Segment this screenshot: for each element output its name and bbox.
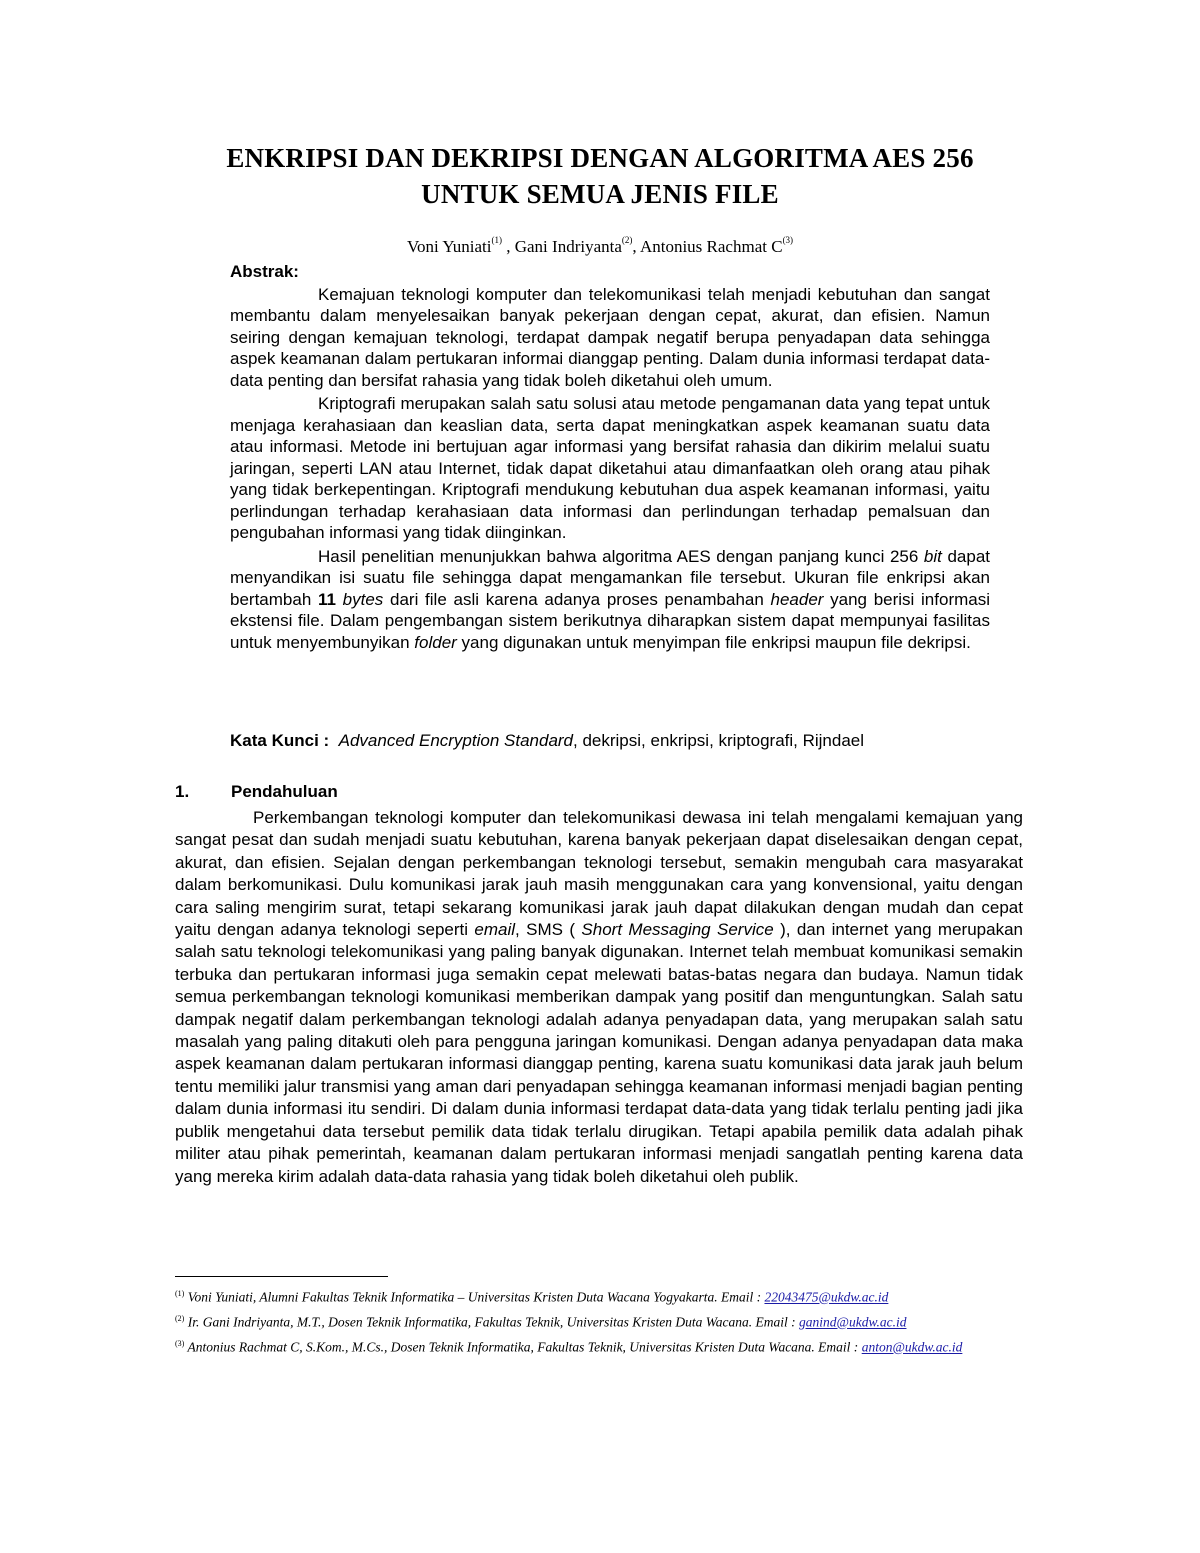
author-3-mark: (3) — [782, 235, 794, 246]
abstract-paragraph-1: Kemajuan teknologi komputer dan telekomunikasi telah menjadi kebutuhan dan sangat membantu dalam menyelesaikan banyak pekerjaan dengan cepat, akurat, dan efisien. Namun seiring dengan kemajuan teknologi, terdapat dampak negatif berupa penyadapan data sehingga aspek keamanan dalam pertukaran informai dianggap penting. Dalam dunia informasi terdapat data-data penting dan bersifat rahasia yang tidak boleh diketahui oleh umum. — [230, 284, 990, 390]
footnotes — [175, 1284, 1025, 1359]
abstract-italic-term: header — [770, 589, 824, 609]
footnote-text: Ir. Gani Indriyanta, M.T., Dosen Teknik Informatika, Fakultas Teknik, Universitas Kristen Duta Wacana. Email : — [184, 1314, 800, 1330]
footnote-text: Voni Yuniati, Alumni Fakultas Teknik Informatika – Universitas Kristen Duta Wacana Yogyakarta. Email : — [184, 1289, 765, 1305]
keywords-italic: Advanced Encryption Standard — [338, 731, 574, 750]
abstract-text: Hasil penelitian menunjukkan bahwa algoritma AES dengan panjang kunci 256 — [318, 546, 924, 566]
body-italic-term: Short Messaging Service — [581, 920, 774, 940]
body-paragraph — [175, 807, 1023, 1188]
abstract-text: dari file asli karena adanya proses penambahan — [383, 589, 771, 609]
author-2-mark: (2) — [621, 235, 633, 246]
section-body — [175, 807, 1023, 1188]
footnote-1 — [175, 1284, 1025, 1308]
abstract-text: dapat menyandikan isi suatu file sehingga dapat mengamankan file tersebut. Ukuran file enkripsi akan bertambah — [230, 546, 991, 609]
section-number: 1. — [175, 782, 190, 801]
abstract-paragraph-3 — [230, 546, 990, 654]
author-separator: , — [632, 237, 640, 256]
keywords-label: Kata Kunci : — [230, 731, 330, 750]
abstract-text — [336, 590, 343, 609]
abstract — [230, 261, 990, 655]
email-link[interactable]: anton@ukdw.ac.id — [861, 1339, 963, 1355]
body-text: , SMS ( — [515, 920, 582, 940]
body-text: Perkembangan teknologi komputer dan telekomunikasi dewasa ini telah mengalami kemajuan yang sangat pesat dan sudah menjadi suatu kebutuhan, karena banyak pekerjaan dapat diselesaikan dengan cepat, akurat, dan efisien. Sejalan dengan perkembangan teknologi tersebut, semakin mengubah cara masyarakat dalam berkomunikasi. Dulu komunikasi jarak jauh masih menggunakan cara yang konvensional, yaitu dengan cara saling mengirim surat, tetapi sekarang komunikasi jarak jauh dapat dilakukan dengan mudah dan cepat yaitu dengan adanya teknologi seperti — [175, 808, 1023, 940]
author-list — [150, 237, 1050, 257]
abstract-paragraph-2: Kriptografi merupakan salah satu solusi atau metode pengamanan data yang tepat untuk menjaga kerahasiaan dan keaslian data, serta dapat meningkatkan aspek keamanan suatu data atau informasi. Metode ini bertujuan agar informasi yang bersifat rahasia dan dikirim melalui suatu jaringan, seperti LAN atau Internet, tidak dapat diketahui atau dimanfaatkan oleh orang atau pihak yang tidak berkepentingan. Kriptografi mendukung kebutuhan dua aspek keamanan informasi, yaitu perlindungan terhadap kerahasiaan data informasi dan perlindungan terhadap pemalsuan dan pengubahan informasi yang tidak diinginkan. — [230, 394, 990, 542]
footnote-2 — [175, 1309, 1025, 1333]
keywords — [230, 730, 1010, 752]
section-heading — [175, 782, 775, 802]
footnote-text: Antonius Rachmat C, S.Kom., M.Cs., Dosen Teknik Informatika, Fakultas Teknik, Universitas Kristen Duta Wacana. Email : — [184, 1339, 862, 1355]
footnote-mark: (3) — [175, 1339, 185, 1348]
abstract-italic-term: bit — [923, 546, 942, 566]
author-2: Gani Indriyanta — [514, 237, 622, 256]
email-link[interactable]: 22043475@ukdw.ac.id — [764, 1289, 889, 1305]
paper-title — [150, 140, 1050, 212]
email-link[interactable]: ganind@ukdw.ac.id — [799, 1314, 907, 1330]
title-line-1: ENKRIPSI DAN DEKRIPSI DENGAN ALGORITMA AES 256 — [226, 143, 974, 173]
footnote-mark: (1) — [175, 1289, 185, 1298]
author-3: Antonius Rachmat C — [639, 237, 783, 256]
title-line-2: UNTUK SEMUA JENIS FILE — [421, 179, 779, 209]
footnote-3 — [175, 1334, 1025, 1358]
body-text: ), dan internet yang merupakan salah satu teknologi telekomunikasi yang paling banyak digunakan. Internet telah membuat komunikasi semakin terbuka dan pertukaran informasi juga semakin cepat melewati batas-batas negara dan budaya. Namun tidak semua perkembangan teknologi komunikasi memberikan dampak yang positif dan menguntungkan. Salah satu dampak negatif dalam perkembangan teknologi adalah adanya penyadapan data, yang merupakan salah satu masalah yang paling ditakuti oleh para pengguna jaringan komunikasi. Dengan adanya penyadapan data maka aspek keamanan dalam pertukaran informasi dianggap penting, karena suatu komunikasi data jarak jauh belum tentu memiliki jalur transmisi yang aman dari penyadapan sehingga keamanan informasi menjadi bagian penting dalam dunia informasi itu sendiri. Di dalam dunia informasi terdapat data-data yang tidak terlalu penting jadi jika publik mengetahui data tersebut pemilik data tidak terlalu dirugikan. Tetapi apabila pemilik data adalah pihak militer atau pihak pemerintah, keamanan dalam pertukaran informasi menjadi sangatlah penting karena data yang mereka kirim adalah data-data rahasia yang tidak boleh diketahui oleh publik. — [175, 920, 1023, 1186]
keywords-rest: , dekripsi, enkripsi, kriptografi, Rijndael — [573, 731, 865, 750]
author-separator: , — [501, 237, 515, 256]
footnote-divider — [175, 1276, 388, 1277]
author-1: Voni Yuniati — [406, 237, 492, 256]
abstract-bold-number: 11 — [317, 589, 336, 609]
abstract-heading: Abstrak: — [230, 262, 299, 281]
section-title: Pendahuluan — [231, 782, 338, 801]
body-italic-term: email — [474, 920, 516, 940]
abstract-text: yang digunakan untuk menyimpan file enkripsi maupun file dekripsi. — [456, 632, 971, 652]
author-1-mark: (1) — [491, 235, 502, 246]
footnote-mark: (2) — [175, 1314, 185, 1323]
abstract-italic-term: folder — [414, 632, 457, 652]
abstract-text: yang berisi informasi ekstensi file. Dalam pengembangan sistem berikutnya diharapkan sistem dapat mempunyai fasilitas untuk menyembunyikan — [230, 589, 990, 652]
abstract-italic-term: bytes — [342, 589, 384, 609]
